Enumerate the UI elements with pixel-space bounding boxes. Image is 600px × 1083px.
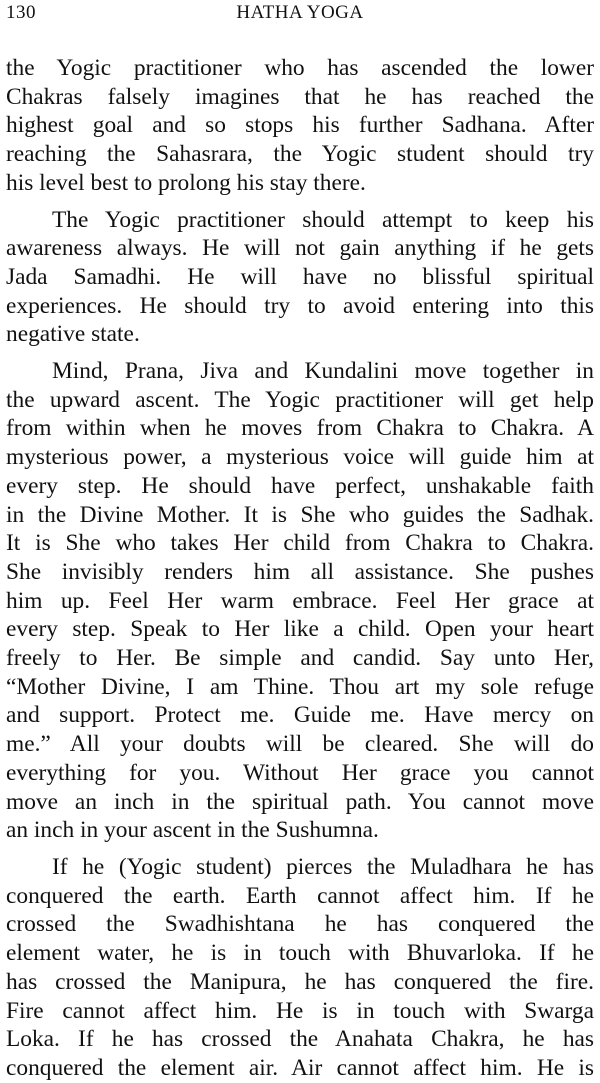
text-line: negative state. <box>6 321 140 348</box>
paragraph <box>6 54 594 198</box>
text-line: the Yogic practitioner who has ascended the lower <box>6 55 594 81</box>
text-line: experiences. He should try to avoid entering into this <box>6 292 594 319</box>
text-line: element water, he is in touch with Bhuvarloka. If he <box>6 940 594 967</box>
text-line: crossed the Swadhishtana he has conquered the <box>6 911 594 938</box>
text-line: has crossed the Manipura, he has conquered the fire. <box>6 968 594 995</box>
text-line: and support. Protect me. Guide me. Have mercy on <box>6 702 594 729</box>
text-line: freely to Her. Be simple and candid. Say unto Her, <box>6 645 594 672</box>
text-line: conquered the element air. Air cannot affect him. He is <box>6 1054 594 1081</box>
text-line: Mind, Prana, Jiva and Kundalini move together in <box>52 358 594 385</box>
text-line: conquered the earth. Earth cannot affect him. If he <box>6 882 594 909</box>
text-line: in the Divine Mother. It is She who guides the Sadhak. <box>6 501 594 528</box>
paragraph <box>6 206 594 350</box>
text-line: “Mother Divine, I am Thine. Thou art my sole refuge <box>6 673 594 700</box>
text-line: him up. Feel Her warm embrace. Feel Her grace at <box>6 587 594 614</box>
running-head: HATHA YOGA <box>236 2 364 23</box>
text-line: Chakras falsely imagines that he has reached the <box>6 83 594 110</box>
text-line: an inch in your ascent in the Sushumna. <box>6 817 379 844</box>
text-line: Loka. If he has crossed the Anahata Chakra, he has <box>6 1026 594 1053</box>
text-line: mysterious power, a mysterious voice will guide him at <box>6 444 594 471</box>
text-line: If he (Yogic student) pierces the Muladhara he has <box>52 853 594 880</box>
text-line: Jada Samadhi. He will have no blissful spiritual <box>6 263 594 290</box>
text-line: awareness always. He will not gain anything if he gets <box>6 235 594 262</box>
page-header <box>6 2 594 28</box>
text-line: reaching the Sahasrara, the Yogic student should try <box>6 141 594 168</box>
text-line: highest goal and so stops his further Sadhana. After <box>6 112 594 139</box>
text-line: me.” All your doubts will be cleared. She will do <box>6 731 594 758</box>
text-line: She invisibly renders him all assistance. She pushes <box>6 558 594 585</box>
paragraph <box>6 853 594 1083</box>
text-line: everything for you. Without Her grace you cannot <box>6 759 594 786</box>
paragraph <box>6 357 594 845</box>
text-line: The Yogic practitioner should attempt to keep his <box>52 206 594 233</box>
text-line: It is She who takes Her child from Chakra to Chakra. <box>6 530 594 557</box>
text-line: Fire cannot affect him. He is in touch with Swarga <box>6 997 594 1024</box>
text-line: his level best to prolong his stay there. <box>6 169 366 196</box>
text-line: every step. He should have perfect, unshakable faith <box>6 472 594 499</box>
text-line: from within when he moves from Chakra to Chakra. A <box>6 415 594 442</box>
text-line: the upward ascent. The Yogic practitioner will get help <box>6 386 594 413</box>
text-line: move an inch in the spiritual path. You cannot move <box>6 788 594 815</box>
page-number: 130 <box>6 2 36 23</box>
body-text <box>6 54 594 1083</box>
text-line: every step. Speak to Her like a child. Open your heart <box>6 616 594 643</box>
